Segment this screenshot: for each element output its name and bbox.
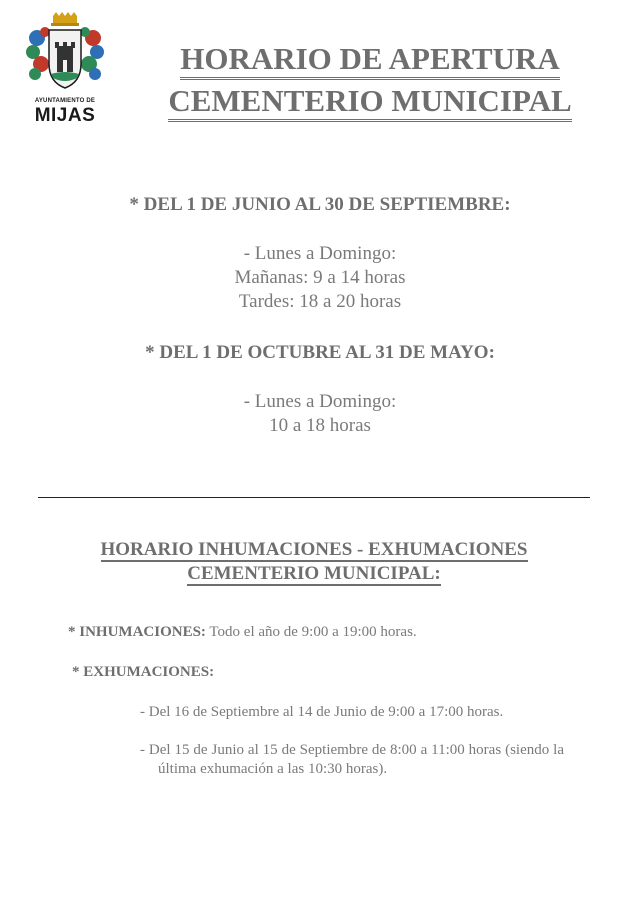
exhumaciones-item: - Del 15 de Junio al 15 de Septiembre de 8:00 a 11:00 horas (siendo la última exhumación a las 10:30 horas). — [140, 742, 564, 777]
exhumaciones-item: - Del 16 de Septiembre al 14 de Junio de 9:00 a 17:00 horas. — [140, 704, 504, 720]
title-line-2: CEMENTERIO MUNICIPAL — [168, 84, 571, 122]
burials-title-line-1: HORARIO INHUMACIONES - EXHUMACIONES — [100, 539, 528, 560]
summer-heading: * DEL 1 DE JUNIO AL 30 DE SEPTIEMBRE: — [129, 194, 511, 215]
mijas-logo — [25, 12, 105, 132]
section-divider — [38, 497, 590, 498]
inhumaciones-label: * INHUMACIONES: — [68, 624, 206, 640]
logo-caption-small: AYUNTAMIENTO DE — [34, 98, 96, 104]
winter-hours: 10 a 18 horas — [269, 415, 371, 436]
burials-title-line-2: CEMENTERIO MUNICIPAL: — [187, 563, 441, 584]
title-line-1: HORARIO DE APERTURA — [180, 42, 560, 80]
summer-afternoon: Tardes: 18 a 20 horas — [238, 291, 402, 312]
winter-days: - Lunes a Domingo: — [243, 391, 397, 412]
coat-of-arms-icon — [25, 12, 105, 98]
inhumaciones-text: Todo el año de 9:00 a 19:00 horas. — [205, 624, 417, 640]
summer-days: - Lunes a Domingo: — [243, 243, 397, 264]
burials-title — [40, 538, 588, 586]
page-title — [130, 40, 610, 122]
logo-caption-mijas: MIJAS — [34, 105, 96, 126]
inhumaciones-line — [68, 624, 417, 641]
exhumaciones-label: * EXHUMACIONES: — [72, 664, 215, 680]
winter-heading: * DEL 1 DE OCTUBRE AL 31 DE MAYO: — [145, 342, 495, 363]
summer-morning: Mañanas: 9 a 14 horas — [234, 267, 406, 288]
